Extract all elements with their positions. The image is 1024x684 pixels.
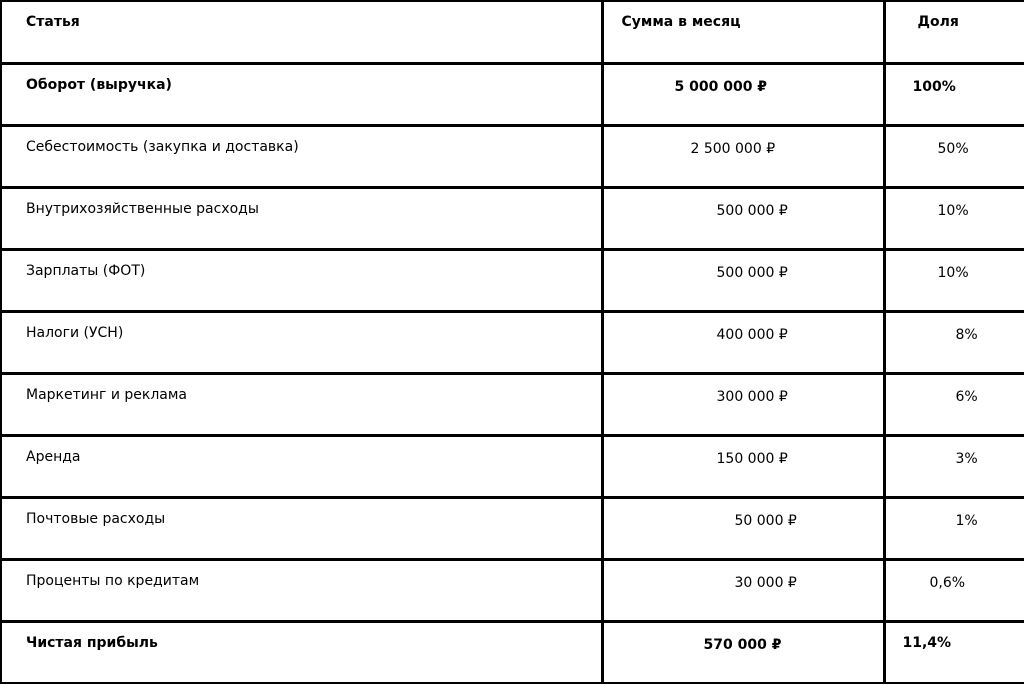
row-share: 3% [884, 435, 1024, 497]
row-item: Чистая прибыль [1, 621, 602, 683]
row-item: Маркетинг и реклама [1, 373, 602, 435]
row-item: Почтовые расходы [1, 497, 602, 559]
row-item: Проценты по кредитам [1, 559, 602, 621]
row-item: Аренда [1, 435, 602, 497]
table-row [1, 559, 1024, 621]
table-row [1, 63, 1024, 125]
table-row [1, 621, 1024, 683]
row-sum: 400 000 ₽ [602, 311, 884, 373]
row-share: 100% [884, 63, 1024, 125]
row-item: Внутрихозяйственные расходы [1, 187, 602, 249]
row-share: 0,6% [884, 559, 1024, 621]
row-share: 50% [884, 125, 1024, 187]
table-row [1, 373, 1024, 435]
row-share: 10% [884, 249, 1024, 311]
row-sum: 5 000 000 ₽ [602, 63, 884, 125]
header-item: Статья [1, 1, 602, 63]
table-row [1, 435, 1024, 497]
row-share: 1% [884, 497, 1024, 559]
table-header-row [1, 1, 1024, 63]
table-row [1, 125, 1024, 187]
row-sum: 300 000 ₽ [602, 373, 884, 435]
row-sum: 570 000 ₽ [602, 621, 884, 683]
row-sum: 500 000 ₽ [602, 187, 884, 249]
row-share: 8% [884, 311, 1024, 373]
row-share: 11,4% [884, 621, 1024, 683]
table-row [1, 311, 1024, 373]
row-share: 10% [884, 187, 1024, 249]
table-row [1, 249, 1024, 311]
table-row [1, 497, 1024, 559]
header-sum: Сумма в месяц [602, 1, 884, 63]
row-sum: 150 000 ₽ [602, 435, 884, 497]
row-sum: 30 000 ₽ [602, 559, 884, 621]
row-item: Налоги (УСН) [1, 311, 602, 373]
row-sum: 500 000 ₽ [602, 249, 884, 311]
header-share: Доля [884, 1, 1024, 63]
row-item: Себестоимость (закупка и доставка) [1, 125, 602, 187]
row-sum: 50 000 ₽ [602, 497, 884, 559]
row-sum: 2 500 000 ₽ [602, 125, 884, 187]
row-item: Оборот (выручка) [1, 63, 602, 125]
table-row [1, 187, 1024, 249]
row-share: 6% [884, 373, 1024, 435]
row-item: Зарплаты (ФОТ) [1, 249, 602, 311]
